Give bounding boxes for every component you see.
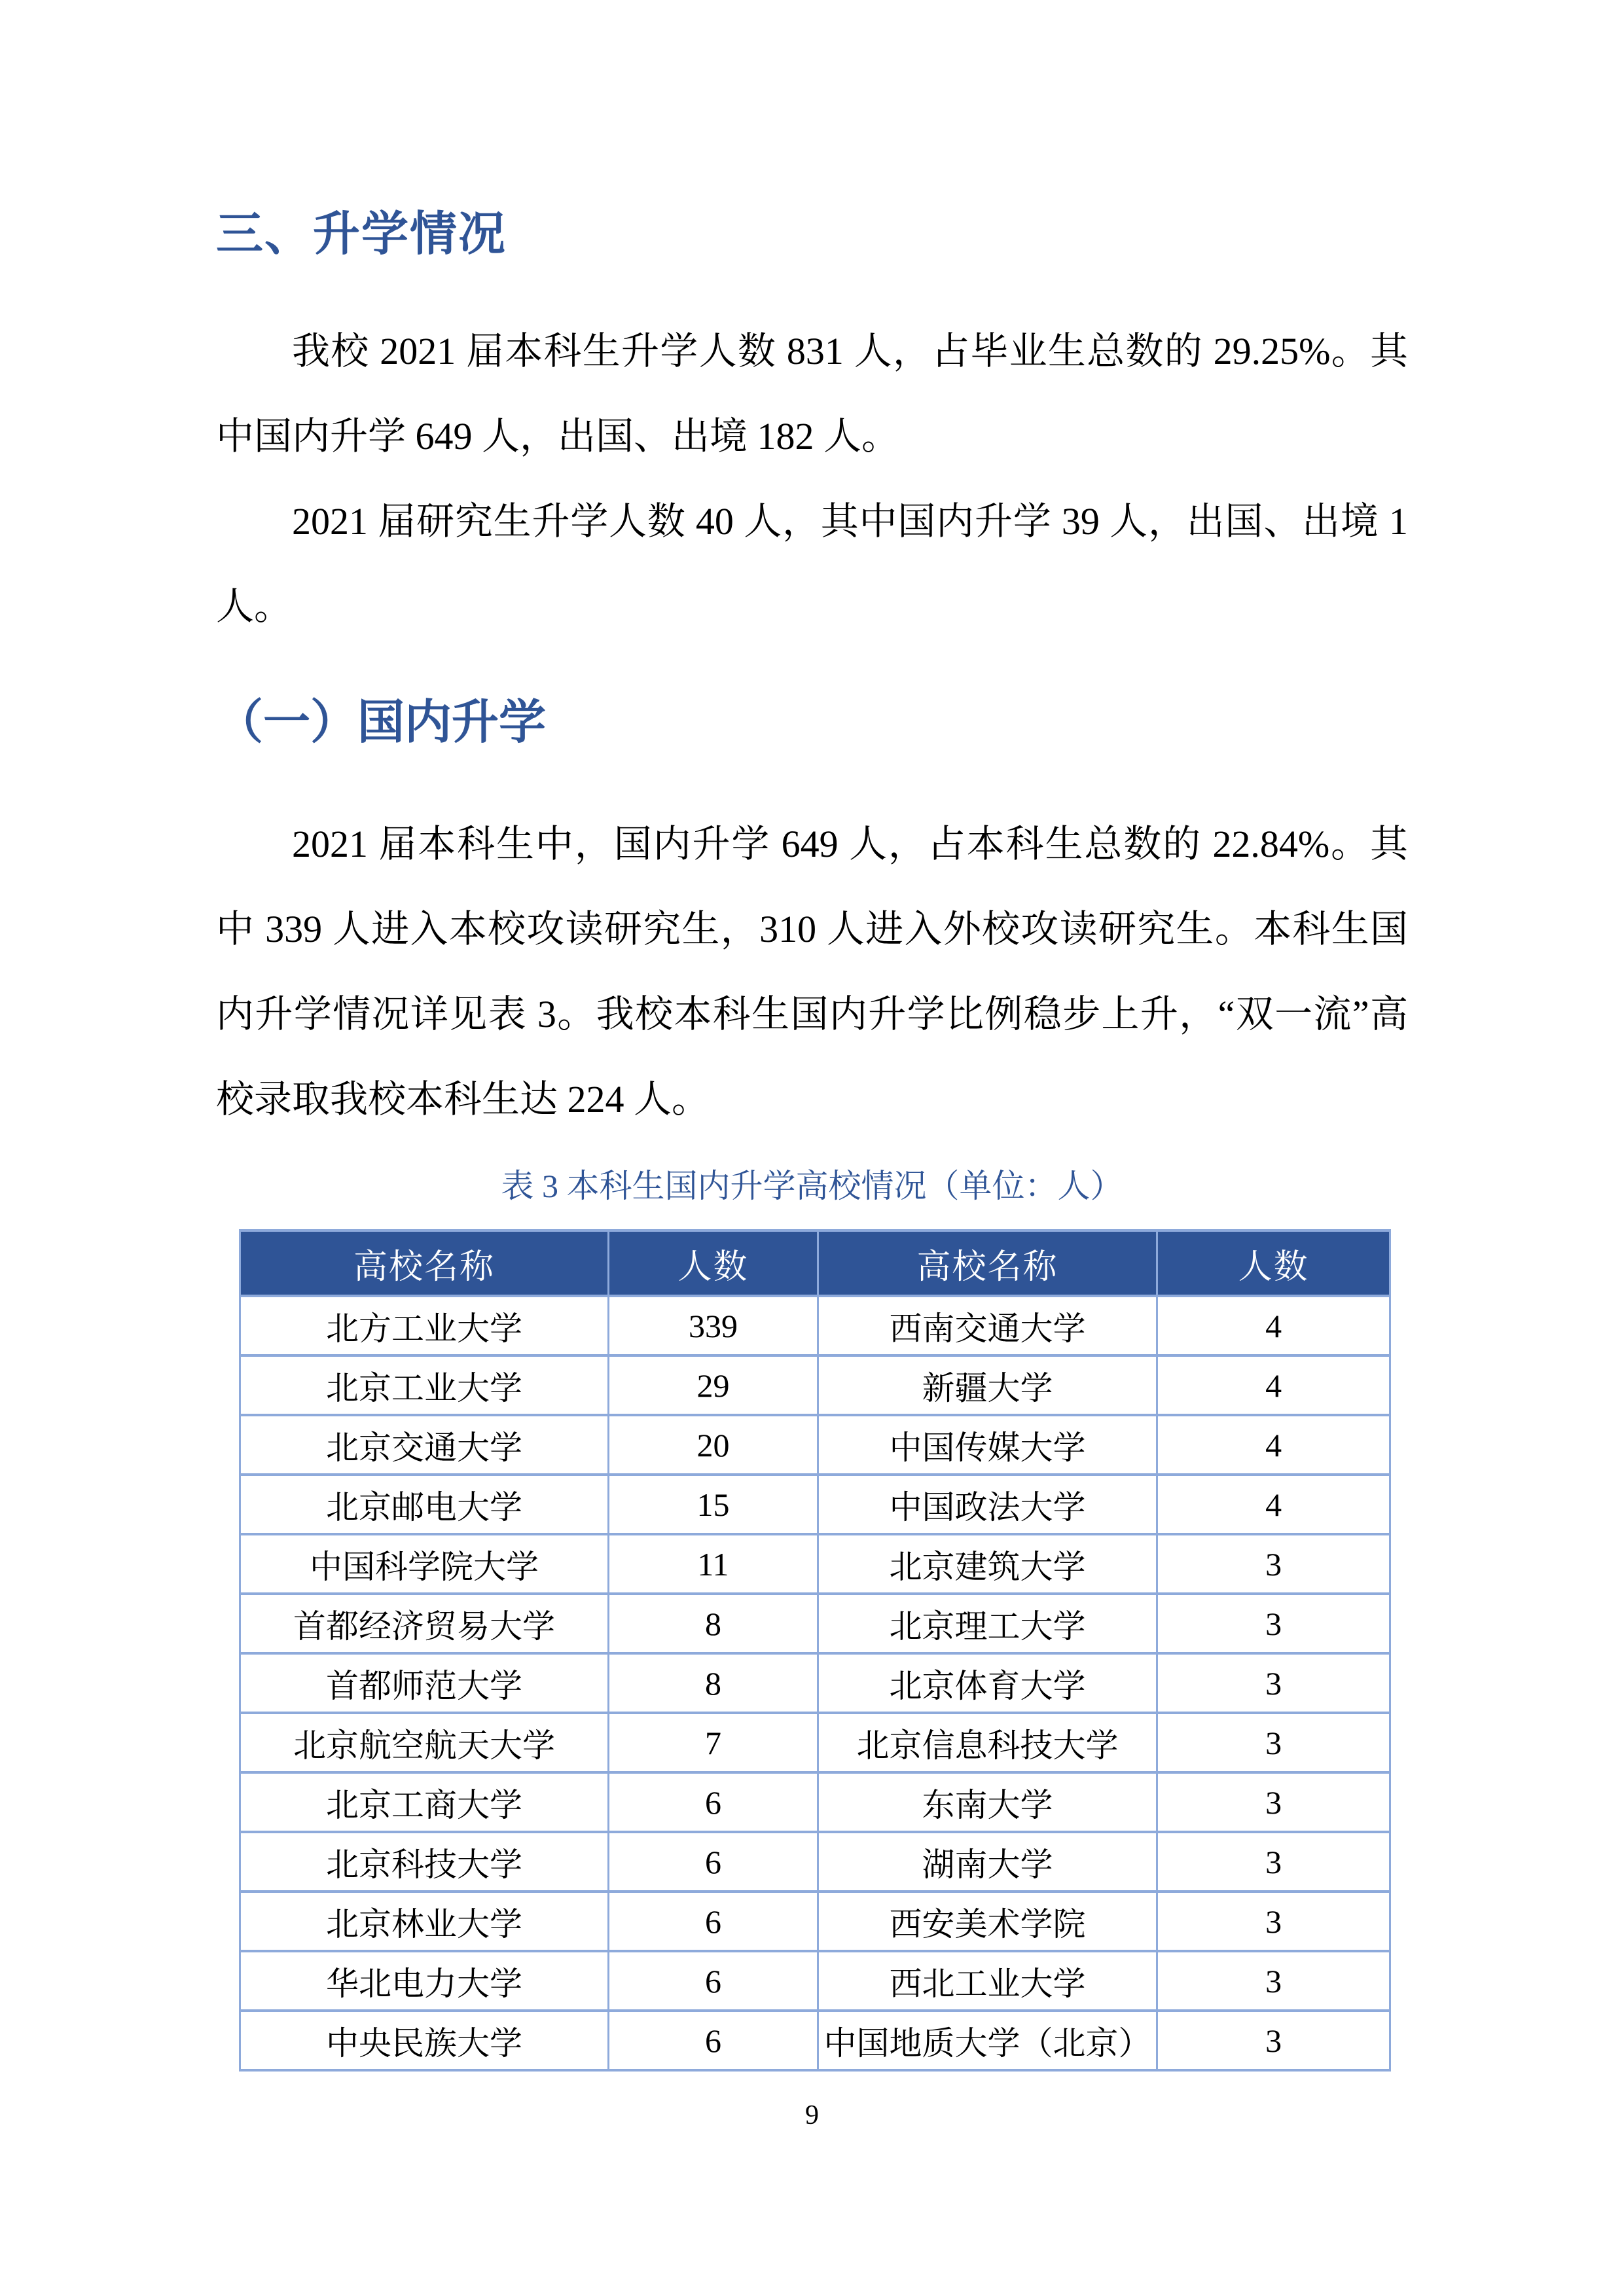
student-count-cell: 29 <box>609 1355 818 1415</box>
student-count-cell: 3 <box>1157 1713 1390 1772</box>
student-count-cell: 15 <box>609 1475 818 1534</box>
paragraph-line: 中国内升学 649 人，出国、出境 182 人。 <box>216 415 900 457</box>
table-row <box>240 1415 1390 1475</box>
table-row <box>240 1951 1390 2011</box>
table-row <box>240 1296 1390 1355</box>
university-name-cell: 西北工业大学 <box>818 1951 1157 2011</box>
header-student-count: 人数 <box>1157 1230 1390 1296</box>
university-name-cell: 北京邮电大学 <box>240 1475 609 1534</box>
university-name-cell: 东南大学 <box>818 1772 1157 1832</box>
table-caption: 表 3 本科生国内升学高校情况（单位：人） <box>501 1168 1123 1204</box>
table-row <box>240 1355 1390 1415</box>
table-header <box>240 1230 1390 1296</box>
university-name-cell: 中国地质大学（北京） <box>818 2011 1157 2070</box>
table-row <box>240 1713 1390 1772</box>
university-name-cell: 北京交通大学 <box>240 1415 609 1475</box>
university-name-cell: 北京航空航天大学 <box>240 1713 609 1772</box>
header-university-name: 高校名称 <box>818 1230 1157 1296</box>
university-name-cell: 北京理工大学 <box>818 1594 1157 1653</box>
table-row <box>240 1594 1390 1653</box>
table-body <box>240 1296 1390 2070</box>
student-count-cell: 6 <box>609 1951 818 2011</box>
university-name-cell: 中央民族大学 <box>240 2011 609 2070</box>
student-count-cell: 6 <box>609 1772 818 1832</box>
university-name-cell: 北京工业大学 <box>240 1355 609 1415</box>
admission-table-container <box>239 1229 1391 2072</box>
admission-table <box>239 1229 1391 2072</box>
paragraph-line: 校录取我校本科生达 224 人。 <box>216 1078 710 1121</box>
university-name-cell: 新疆大学 <box>818 1355 1157 1415</box>
university-name-cell: 湖南大学 <box>818 1832 1157 1892</box>
student-count-cell: 3 <box>1157 1594 1390 1653</box>
student-count-cell: 3 <box>1157 2011 1390 2070</box>
header-student-count: 人数 <box>609 1230 818 1296</box>
student-count-cell: 3 <box>1157 1653 1390 1713</box>
table-header-row <box>240 1230 1390 1296</box>
university-name-cell: 北京林业大学 <box>240 1892 609 1951</box>
university-name-cell: 西安美术学院 <box>818 1892 1157 1951</box>
university-name-cell: 中国传媒大学 <box>818 1415 1157 1475</box>
header-university-name: 高校名称 <box>240 1230 609 1296</box>
university-name-cell: 北京体育大学 <box>818 1653 1157 1713</box>
university-name-cell: 西南交通大学 <box>818 1296 1157 1355</box>
university-name-cell: 中国政法大学 <box>818 1475 1157 1534</box>
student-count-cell: 4 <box>1157 1415 1390 1475</box>
university-name-cell: 华北电力大学 <box>240 1951 609 2011</box>
paragraph-line: 中 339 人进入本校攻读研究生，310 人进入外校攻读研究生。本科生国 <box>216 908 1408 950</box>
university-name-cell: 北京信息科技大学 <box>818 1713 1157 1772</box>
student-count-cell: 7 <box>609 1713 818 1772</box>
student-count-cell: 20 <box>609 1415 818 1475</box>
table-row <box>240 1892 1390 1951</box>
paragraph-undergrad-overview <box>216 309 1408 479</box>
paragraph-graduate-overview <box>216 479 1408 649</box>
student-count-cell: 6 <box>609 1892 818 1951</box>
university-name-cell: 北京工商大学 <box>240 1772 609 1832</box>
student-count-cell: 4 <box>1157 1475 1390 1534</box>
student-count-cell: 4 <box>1157 1355 1390 1415</box>
table-row <box>240 1653 1390 1713</box>
university-name-cell: 北方工业大学 <box>240 1296 609 1355</box>
student-count-cell: 11 <box>609 1534 818 1594</box>
student-count-cell: 339 <box>609 1296 818 1355</box>
section-heading: 三、升学情况 <box>216 208 507 260</box>
page-number: 9 <box>805 2100 819 2130</box>
student-count-cell: 8 <box>609 1594 818 1653</box>
student-count-cell: 3 <box>1157 1832 1390 1892</box>
student-count-cell: 3 <box>1157 1772 1390 1832</box>
paragraph-line: 人。 <box>216 585 293 628</box>
table-row <box>240 1534 1390 1594</box>
student-count-cell: 6 <box>609 2011 818 2070</box>
university-name-cell: 中国科学院大学 <box>240 1534 609 1594</box>
student-count-cell: 8 <box>609 1653 818 1713</box>
paragraph-domestic-detail <box>216 802 1408 1142</box>
paragraph-line: 内升学情况详见表 3。我校本科生国内升学比例稳步上升，“双一流”高 <box>216 993 1408 1035</box>
subsection-heading: （一）国内升学 <box>216 696 547 749</box>
paragraph-line: 我校 2021 届本科生升学人数 831 人，占毕业生总数的 29.25%。其 <box>292 330 1408 372</box>
university-name-cell: 首都经济贸易大学 <box>240 1594 609 1653</box>
student-count-cell: 3 <box>1157 1534 1390 1594</box>
paragraph-line: 2021 届本科生中，国内升学 649 人，占本科生总数的 22.84%。其 <box>292 823 1408 865</box>
table-row <box>240 2011 1390 2070</box>
table-row <box>240 1832 1390 1892</box>
university-name-cell: 北京建筑大学 <box>818 1534 1157 1594</box>
table-row <box>240 1475 1390 1534</box>
university-name-cell: 首都师范大学 <box>240 1653 609 1713</box>
student-count-cell: 3 <box>1157 1951 1390 2011</box>
table-row <box>240 1772 1390 1832</box>
paragraph-line: 2021 届研究生升学人数 40 人，其中国内升学 39 人，出国、出境 1 <box>292 500 1408 543</box>
student-count-cell: 6 <box>609 1832 818 1892</box>
student-count-cell: 4 <box>1157 1296 1390 1355</box>
university-name-cell: 北京科技大学 <box>240 1832 609 1892</box>
student-count-cell: 3 <box>1157 1892 1390 1951</box>
